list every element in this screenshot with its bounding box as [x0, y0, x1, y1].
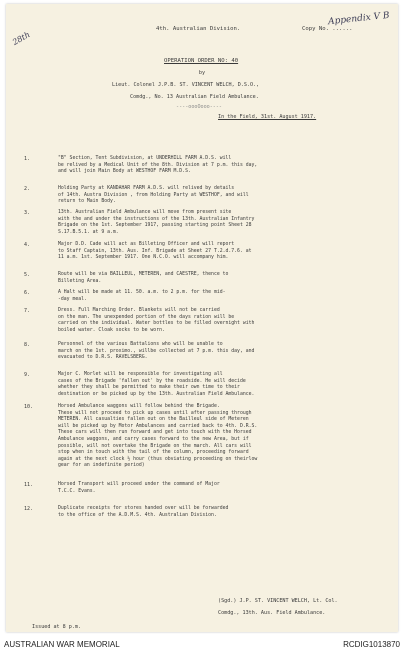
issued-time: Issued at 8 p.m. — [32, 624, 82, 630]
handwritten-annotation: Appendix V B — [327, 10, 391, 28]
paragraph-text: Route will be via BAILLEUL, METEREN, and CAESTRE, thence to Billeting Area. — [58, 272, 229, 284]
paragraph-text: 13th. Australian Field Ambulance will move from present site with the and under the instructions of the 13th. Australian Infantry Brigade on the 1st. September 1917, passing starting point Sheet 28 S.17.B.5.1. at 9 a.m. — [58, 210, 255, 235]
archive-footer — [0, 634, 404, 654]
handwritten-number: 28th — [10, 29, 32, 48]
paragraph-number: 1. — [24, 156, 31, 162]
place-date: In the Field, 31st. August 1917. — [218, 114, 317, 120]
paragraph-text: Horsed Transport will proceed under the command of Major T.C.C. Evans. — [58, 482, 220, 494]
order-author: Lieut. Colonel J.P.B. ST. VINCENT WELCH, D.S.O., — [112, 82, 260, 88]
paragraph-text: Dress. Full Marching Order. Blankets will not be carried on the man. The unexpended portion of the days ration will be carried on the individual. Water bottles to be filled overnight with boiled water. Cloak socks to be worn. — [58, 308, 255, 333]
paragraph-number: 3. — [24, 210, 31, 216]
order-title: OPERATION ORDER NO: 40 — [164, 58, 239, 64]
paragraph-text: Major C. Morlet will be responsible for investigating all cases of the Brigade 'fallen out' by the roadside. He will decide whether they shall be permitted to make their own time to their destination or be picked up by the 13th. Australian Field Ambulance. — [58, 372, 255, 397]
order-by: by — [198, 70, 206, 76]
paragraph-number: 4. — [24, 242, 31, 248]
paragraph-number: 10. — [24, 404, 34, 410]
paragraph-text: Major D.D. Cade will act as Billeting Officer and will report to Staff Captain, 13th. Aus. Inf. Brigade at Sheet 27 T.2.d.7.6. at 11 a.m. 1st. September 1917. One N.C.O. will accompany him. — [58, 242, 252, 261]
divider: ----oooOooo---- — [176, 104, 223, 110]
paragraph-text: Personnel of the various Battalions who will be unable to march on the 1st. proximo., willbe collected at 7 p.m. this day, and evacuated to D.R.S. RAVELSBERG. — [58, 342, 255, 361]
paragraph-number: 11. — [24, 482, 34, 488]
division-heading: 4th. Australian Division. — [156, 26, 241, 32]
paragraph-number: 6. — [24, 290, 31, 296]
paragraph-number: 8. — [24, 342, 31, 348]
copy-number: Copy No. ...... — [302, 26, 353, 32]
paragraph-number: 9. — [24, 372, 31, 378]
paragraph-text: Holding Party at KANDAHAR FARM A.D.S. will relived by details of 14th. Austra Division , from Holding Party at WESTHOF, and will return to Main Body. — [58, 186, 249, 205]
paragraph-number: 7. — [24, 308, 31, 314]
paragraph-number: 5. — [24, 272, 31, 278]
archive-id: RCDIG1013870 — [343, 640, 400, 649]
paragraph-text: A Halt will be made at 11. 50. a.m. to 2 p.m. for the mid- -day meal. — [58, 290, 226, 302]
paragraph-number: 12. — [24, 506, 34, 512]
order-command: Comdg., No. 13 Australian Field Ambulance. — [130, 94, 259, 100]
signature-line-1: (Sgd.) J.P. ST. VINCENT WELCH, Lt. Col. — [218, 598, 338, 604]
paragraph-text: Horsed Ambulance waggons will follow behind the Brigade. These will not proceed to pick up cases until after passing through METEREN. All casualties fallen out on the Bailleul side of Meteren will be picked up by Motor Ambulances and carried back to 4th. D.R.S. These cars will then run forward and get into touch with the Horsed Ambulance waggons, and carry cases forward to the new Area, but if possible, will not overtake the Brigade on the march. All cars will stop when in touch with the tail of the column, proceeding forward again at the next clock ½ hour (thus obviating proceeding on theirlow gear for an indefinite period) — [58, 404, 258, 469]
paragraph-text: Duplicate receipts for stores handed over will be forwarded to the office of the A.D.M.S. 4th. Australian Division. — [58, 506, 229, 518]
archive-name: AUSTRALIAN WAR MEMORIAL — [4, 640, 120, 649]
document-page — [6, 4, 398, 632]
paragraph-text: "B" Section, Tent Subdivision, at UNDERHILL FARM A.D.S. will be relived by a Medical Unit of the 8th. Division at 7 p.m. this day, and will join Main Body at WESTHOF FARM M.D.S. — [58, 156, 258, 175]
signature-line-2: Comdg., 13th. Aus. Field Ambulance. — [218, 610, 326, 616]
paragraph-number: 2. — [24, 186, 31, 192]
